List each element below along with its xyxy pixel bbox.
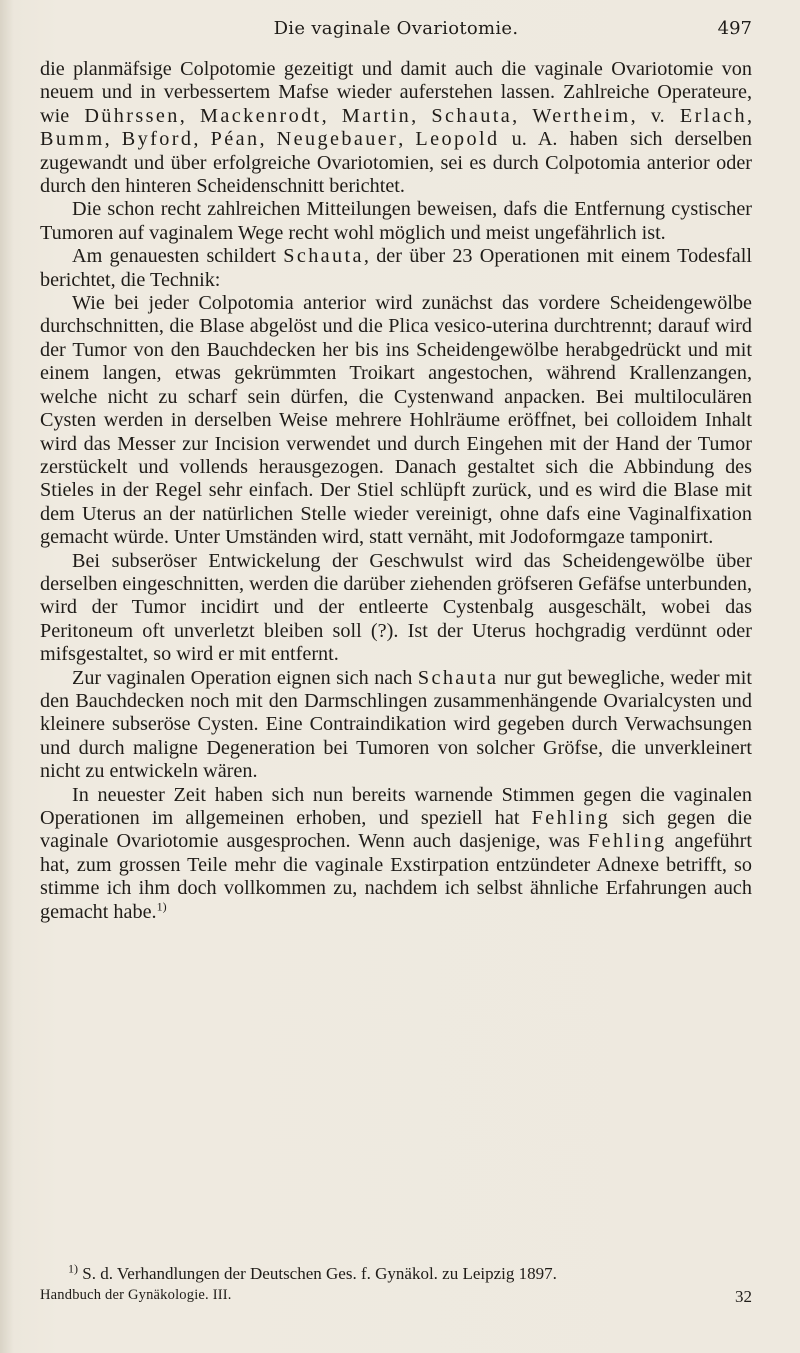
author-name: Fehling <box>531 807 611 829</box>
author-name: Schauta <box>283 245 364 268</box>
text-run: , <box>321 104 342 127</box>
text-run: , <box>259 128 277 151</box>
text-run: , <box>179 104 201 127</box>
text-run: u. A. haben sich derselben zugewandt und über erfolgreiche Ovariotomien, sei es durch Colpotomia anterior oder durch den hinteren Scheidenschnitt berichtet. <box>40 128 753 198</box>
author-name: Leopold <box>415 128 500 151</box>
running-header <box>40 18 752 46</box>
text-run: , <box>411 104 432 127</box>
paragraph <box>40 58 752 198</box>
paragraph <box>40 784 752 924</box>
text-run: angeführt hat, zum grossen Teile mehr die vaginale Exstirpation entzündeter Adnexe betrifft, so stimme ich ihm doch vollkommen zu, nachdem ich selbst ähnliche Erfahrungen auch gemacht habe. <box>40 830 752 923</box>
text-run: , <box>512 104 533 127</box>
footnote-marker: 1) <box>68 1261 78 1276</box>
signature-mark: 32 <box>735 1287 752 1306</box>
signature-line: Handbuch der Gynäkologie. III. <box>40 1287 232 1303</box>
author-name: Schauta <box>417 666 499 689</box>
author-name: Byford <box>121 128 194 151</box>
author-name: Fehling <box>588 830 667 853</box>
author-name: Erlach <box>679 104 747 127</box>
text-run: , <box>746 104 753 127</box>
text-run: , <box>398 128 416 151</box>
author-name: Wertheim <box>532 104 631 127</box>
author-name: Bumm <box>40 128 105 151</box>
text-run: Zur vaginalen Operation eignen sich nach <box>72 666 418 689</box>
text-run: Am genauesten schildert <box>72 245 284 268</box>
running-title: Die vaginale Ovariotomie. <box>273 18 519 39</box>
text-run: , <box>193 128 211 151</box>
body-text <box>40 58 752 924</box>
footnote <box>40 1263 752 1284</box>
page-number: 497 <box>717 18 752 39</box>
author-name: Dührssen <box>84 104 180 127</box>
paragraph <box>40 667 752 784</box>
text-run: Wie bei jeder Colpotomia anterior wird zunächst das vordere Scheidengewölbe durchschnitten, die Blase abgelöst und die Plica vesico-uterina durchtrennt; darauf wird der Tumor von den Bauchdecken her bis ins Scheidengewölbe herabgedrückt und mit einem langen, etwas gekrümmten Troikart angestochen, während Krallenzangen, welche nicht zu scharf sein dürfen, die Cystenwand anpacken. Bei multiloculären Cysten werden in derselben Weise mehrere Hohlräume eröffnet, bei colloidem Inhalt wird das Messer zur Incision verwendet und durch Eingehen mit der Hand der Tumor zerstückelt und vollends herausgezogen. Danach gestaltet sich die Abbindung des Stieles in der Regel sehr einfach. Der Stiel schlüpft zurück, und es wird die Blase mit dem Uterus an der natürlichen Stelle wieder vereinigt, ohne dafs eine Vaginalfixation gemacht würde. Unter Umständen wird, statt vernäht, mit Jodoformgaze tamponirt. <box>40 292 752 549</box>
text-run: In neuester Zeit haben sich nun bereits warnende Stimmen gegen die vaginalen Operationen im allgemeinen erhoben, und speziell hat <box>40 783 752 829</box>
author-name: Mackenrodt <box>200 104 322 127</box>
author-name: Péan <box>210 128 260 151</box>
text-run: sich gegen die vaginale Ovariotomie ausgesprochen. Wenn auch dasjenige, was <box>40 807 752 853</box>
paragraph <box>40 198 752 245</box>
paragraph <box>40 292 752 549</box>
text-run: Die schon recht zahlreichen Mitteilungen beweisen, dafs die Entfernung cystischer Tumoren auf vaginalem Wege recht wohl möglich und meist ungefährlich ist. <box>40 198 752 244</box>
paragraph <box>40 550 752 667</box>
author-name: Schauta <box>431 104 513 127</box>
text-run: die planmäfsige Colpotomie gezeitigt und damit auch die vaginale Ovariotomie von neuem und in verbessertem Mafse wieder auferstehen lassen. Zahlreiche Operateure, wie <box>40 58 752 127</box>
page-footer <box>40 1287 752 1309</box>
text-run: , v. <box>630 104 680 127</box>
text-run: Bei subseröser Entwickelung der Geschwulst wird das Scheidengewölbe über derselben eingeschnitten, werden die darüber ziehenden gröfseren Gefäfse unterbunden, wird der Tumor incidirt und der entleerte Cystenbalg ausgeschält, wobei das Peritoneum oft unverletzt bleiben soll (?). Ist der Uterus hochgradig verdünnt oder mifsgestaltet, so wird er mit entfernt. <box>40 549 752 666</box>
text-run: , <box>104 128 122 151</box>
author-name: Neugebauer <box>276 128 399 151</box>
footnote-text: S. d. Verhandlungen der Deutschen Ges. f. Gynäkol. zu Leipzig 1897. <box>82 1264 557 1283</box>
paragraph <box>40 245 752 292</box>
footnote-ref: 1) <box>156 898 167 913</box>
author-name: Martin <box>341 104 412 127</box>
text-run: nur gut bewegliche, weder mit den Bauchdecken noch mit den Darmschlingen zusammenhängende Ovarialcysten und kleinere subseröse Cysten. Eine Contraindikation wird gegeben durch Verwachsungen und durch maligne Degeneration bei Tumoren von solcher Gröfse, die unverkleinert nicht zu entwickeln wären. <box>40 666 752 783</box>
text-run: , der über 23 Operationen mit einem Todesfall berichtet, die Technik: <box>40 245 752 291</box>
